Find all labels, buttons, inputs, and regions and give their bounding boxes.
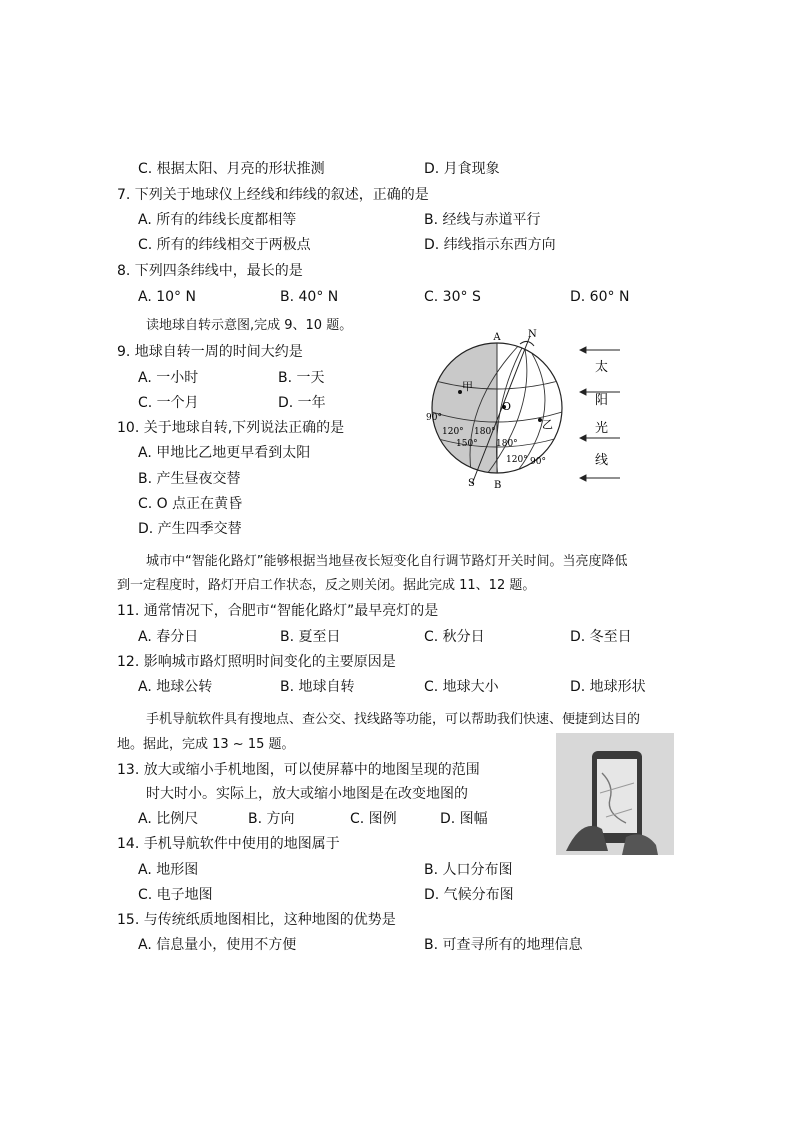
- label-120-right: 120°: [506, 455, 528, 465]
- q12-option-b: B. 地球自转: [280, 679, 355, 695]
- label-90-right: 90°: [530, 457, 546, 467]
- label-a: A: [493, 332, 501, 343]
- intro-11-12-line1: 城市中“智能化路灯”能够根据当地昼夜长短变化自行调节路灯开关时间。当亮度降低: [146, 554, 628, 569]
- label-180-a: 180°: [474, 427, 496, 437]
- q9-option-c: C. 一个月: [138, 395, 199, 411]
- q7-option-b: B. 经线与赤道平行: [424, 212, 541, 228]
- q13-stem-line2: 时大时小。实际上，放大或缩小地图是在改变地图的: [146, 786, 468, 802]
- q15-option-a: A. 信息量小，使用不方便: [138, 937, 297, 953]
- q12-option-d: D. 地球形状: [570, 679, 646, 695]
- q11-option-d: D. 冬至日: [570, 629, 632, 645]
- sunlight-char: 线: [595, 453, 609, 468]
- label-b: B: [494, 480, 502, 491]
- sunlight-label: [595, 359, 608, 468]
- q13-option-c: C. 图例: [350, 811, 397, 827]
- label-o: O: [502, 400, 512, 413]
- q7-option-c: C. 所有的纬线相交于两极点: [138, 237, 311, 253]
- sunlight-char: 太: [595, 360, 609, 375]
- q13-option-b: B. 方向: [248, 811, 295, 827]
- label-s: S: [468, 478, 475, 489]
- q15-option-b: B. 可查寻所有的地理信息: [424, 937, 583, 953]
- q8-option-b: B. 40° N: [280, 289, 339, 305]
- q13-stem-line1: 13. 放大或缩小手机地图，可以使屏幕中的地图呈现的范围: [117, 762, 480, 778]
- q14-option-b: B. 人口分布图: [424, 862, 513, 878]
- q6-option-c: C. 根据太阳、月亮的形状推测: [138, 161, 325, 177]
- q14-option-c: C. 电子地图: [138, 887, 213, 903]
- phone-screen: [597, 759, 637, 833]
- q14-stem: 14. 手机导航软件中使用的地图属于: [117, 836, 340, 852]
- q13-option-d: D. 图幅: [440, 811, 488, 827]
- q7-option-d: D. 纬线指示东西方向: [424, 237, 556, 253]
- intro-9-10: 读地球自转示意图,完成 9、10 题。: [146, 318, 353, 333]
- label-90-left: 90°: [426, 413, 442, 423]
- q10-stem: 10. 关于地球自转,下列说法正确的是: [117, 420, 345, 436]
- q12-stem: 12. 影响城市路灯照明时间变化的主要原因是: [117, 654, 396, 670]
- label-120-left: 120°: [442, 427, 464, 437]
- q11-option-a: A. 春分日: [138, 629, 199, 645]
- q8-option-c: C. 30° S: [424, 289, 481, 305]
- q15-stem: 15. 与传统纸质地图相比，这种地图的优势是: [117, 912, 396, 928]
- intro-13-15-line1: 手机导航软件具有搜地点、查公交、找线路等功能，可以帮助我们快速、便捷到达目的: [146, 712, 641, 727]
- q14-option-a: A. 地形图: [138, 862, 199, 878]
- q11-option-c: C. 秋分日: [424, 629, 485, 645]
- sunlight-char: 阳: [595, 393, 609, 408]
- q12-option-a: A. 地球公转: [138, 679, 213, 695]
- intro-11-12-line2: 到一定程度时，路灯开启工作状态，反之则关闭。据此完成 11、12 题。: [117, 578, 536, 593]
- q8-option-d: D. 60° N: [570, 289, 630, 305]
- intro-13-15-line2: 地。据此，完成 13 ~ 15 题。: [117, 737, 295, 752]
- label-150-left: 150°: [456, 439, 478, 449]
- sunlight-char: 光: [595, 421, 609, 436]
- q13-option-a: A. 比例尺: [138, 811, 199, 827]
- q9-option-d: D. 一年: [278, 395, 326, 411]
- phone-map-illustration: [556, 733, 674, 855]
- q10-option-c: C. O 点正在黄昏: [138, 496, 243, 512]
- q14-option-d: D. 气候分布图: [424, 887, 514, 903]
- q8-option-a: A. 10° N: [138, 289, 196, 305]
- q7-stem: 7. 下列关于地球仪上经线和纬线的叙述，正确的是: [117, 187, 429, 203]
- q11-option-b: B. 夏至日: [280, 629, 341, 645]
- q10-option-a: A. 甲地比乙地更早看到太阳: [138, 445, 311, 461]
- q12-option-c: C. 地球大小: [424, 679, 499, 695]
- label-n: N: [528, 329, 537, 340]
- q7-option-a: A. 所有的纬线长度都相等: [138, 212, 297, 228]
- q11-stem: 11. 通常情况下，合肥市“智能化路灯”最早亮灯的是: [117, 603, 439, 619]
- q6-option-d: D. 月食现象: [424, 161, 500, 177]
- q10-option-b: B. 产生昼夜交替: [138, 471, 241, 487]
- label-jia: 甲: [462, 380, 473, 393]
- q10-option-d: D. 产生四季交替: [138, 521, 242, 537]
- earth-rotation-diagram: [420, 328, 630, 494]
- q9-option-a: A. 一小时: [138, 370, 199, 386]
- label-180-b: 180°: [496, 439, 518, 449]
- q8-stem: 8. 下列四条纬线中，最长的是: [117, 263, 303, 279]
- label-yi: 乙: [542, 418, 553, 431]
- q9-stem: 9. 地球自转一周的时间大约是: [117, 344, 303, 360]
- q9-option-b: B. 一天: [278, 370, 325, 386]
